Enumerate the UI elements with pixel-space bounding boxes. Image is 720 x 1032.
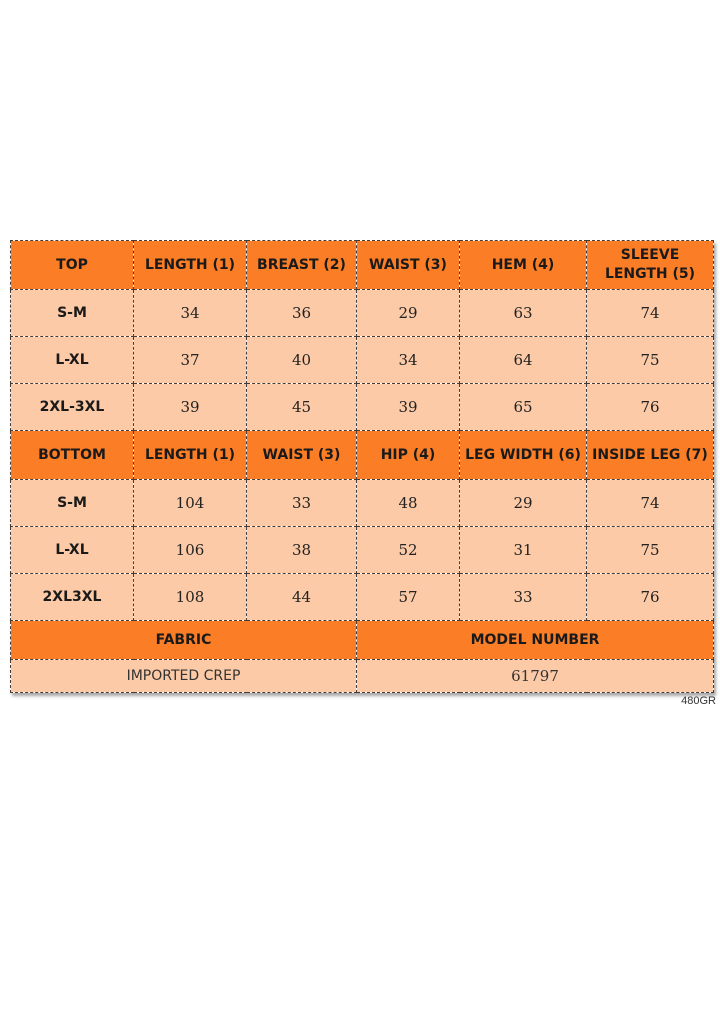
size-label: S-M [11, 480, 134, 527]
measurement-cell: 74 [587, 480, 714, 527]
measurement-cell: 34 [134, 290, 247, 337]
size-label: S-M [11, 290, 134, 337]
measurement-cell: 36 [247, 290, 357, 337]
measurement-cell: 40 [247, 337, 357, 384]
measurement-cell: 63 [460, 290, 587, 337]
measurement-cell: 29 [357, 290, 460, 337]
measurement-cell: 52 [357, 527, 460, 574]
bottom-row [11, 574, 714, 621]
footer-header-row [11, 621, 714, 660]
header-length: LENGTH (1) [134, 241, 247, 290]
measurement-cell: 57 [357, 574, 460, 621]
measurement-cell: 33 [460, 574, 587, 621]
top-section-label: TOP [11, 241, 134, 290]
bottom-section-label: BOTTOM [11, 431, 134, 480]
measurement-cell: 31 [460, 527, 587, 574]
measurement-cell: 74 [587, 290, 714, 337]
measurement-cell: 44 [247, 574, 357, 621]
measurement-cell: 76 [587, 384, 714, 431]
measurement-cell: 45 [247, 384, 357, 431]
header-hem: HEM (4) [460, 241, 587, 290]
bottom-row [11, 480, 714, 527]
header-waist: WAIST (3) [247, 431, 357, 480]
measurement-cell: 104 [134, 480, 247, 527]
measurement-cell: 75 [587, 527, 714, 574]
measurement-cell: 48 [357, 480, 460, 527]
size-chart-table [10, 240, 714, 693]
top-row [11, 384, 714, 431]
measurement-cell: 75 [587, 337, 714, 384]
measurement-cell: 64 [460, 337, 587, 384]
top-row [11, 290, 714, 337]
size-label: L-XL [11, 527, 134, 574]
measurement-cell: 65 [460, 384, 587, 431]
footer-value-row [11, 660, 714, 693]
header-waist: WAIST (3) [357, 241, 460, 290]
header-length: LENGTH (1) [134, 431, 247, 480]
size-label: 2XL-3XL [11, 384, 134, 431]
header-breast: BREAST (2) [247, 241, 357, 290]
header-leg-width: LEG WIDTH (6) [460, 431, 587, 480]
model-number-label: MODEL NUMBER [357, 621, 714, 660]
top-header-row [11, 241, 714, 290]
measurement-cell: 39 [134, 384, 247, 431]
fabric-value: IMPORTED CREP [11, 660, 357, 693]
header-sleeve-length: SLEEVE LENGTH (5) [587, 241, 714, 290]
bottom-row [11, 527, 714, 574]
top-row [11, 337, 714, 384]
header-hip: HIP (4) [357, 431, 460, 480]
header-inside-leg: INSIDE LEG (7) [587, 431, 714, 480]
measurement-cell: 34 [357, 337, 460, 384]
measurement-cell: 106 [134, 527, 247, 574]
size-label: L-XL [11, 337, 134, 384]
measurement-cell: 29 [460, 480, 587, 527]
measurement-cell: 39 [357, 384, 460, 431]
measurement-cell: 76 [587, 574, 714, 621]
bottom-header-row [11, 431, 714, 480]
measurement-cell: 33 [247, 480, 357, 527]
size-label: 2XL3XL [11, 574, 134, 621]
product-code: 480GR [681, 695, 716, 707]
measurement-cell: 38 [247, 527, 357, 574]
fabric-label: FABRIC [11, 621, 357, 660]
measurement-cell: 108 [134, 574, 247, 621]
measurement-cell: 37 [134, 337, 247, 384]
model-number-value: 61797 [357, 660, 714, 693]
